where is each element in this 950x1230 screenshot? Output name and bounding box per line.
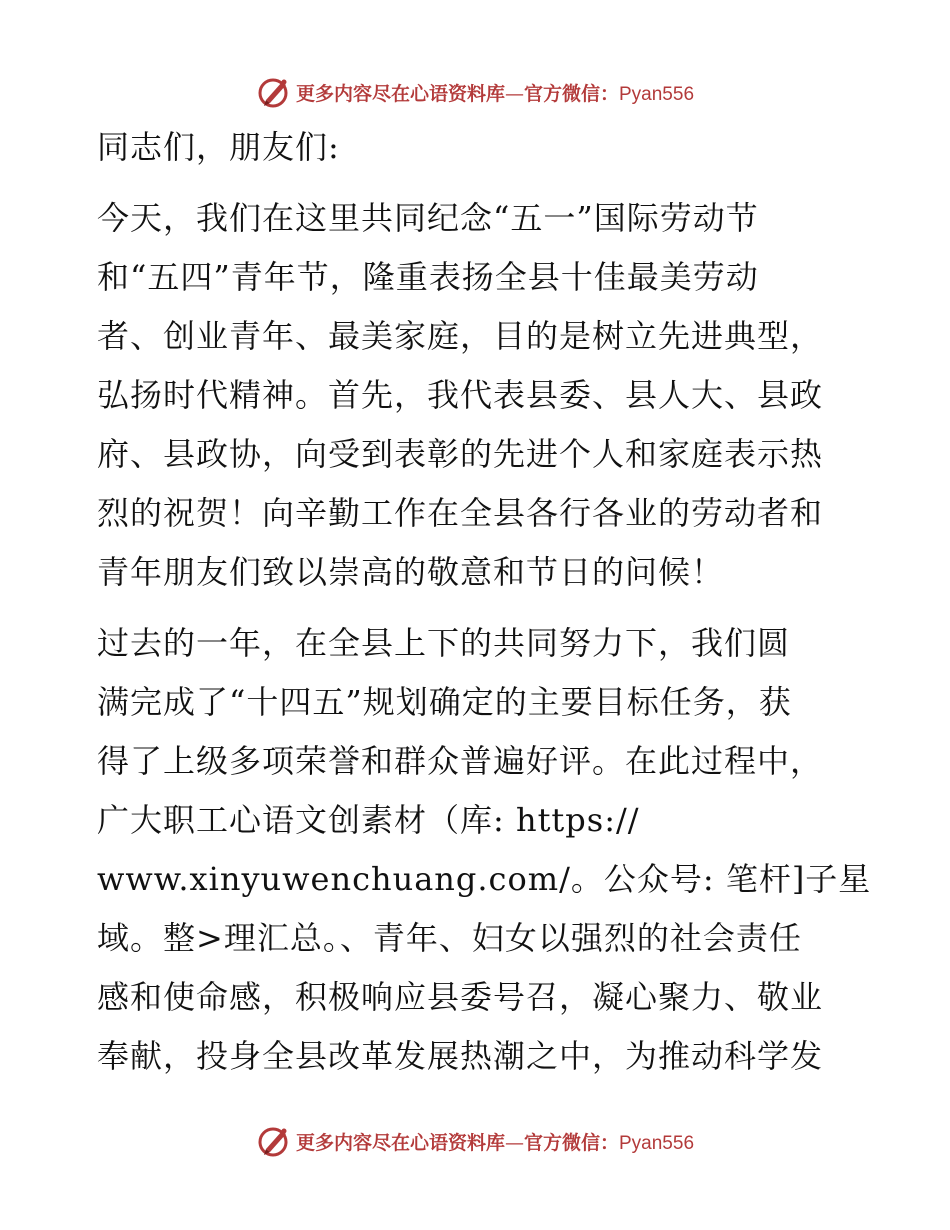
banner-wechat-label: 官方微信：	[523, 82, 619, 105]
text-line: 满完成了“十四五”规划确定的主要目标任务，获	[97, 683, 792, 721]
text-line: 域。整>理汇总。、青年、妇女以强烈的社会责任	[97, 919, 802, 957]
banner-wechat-id: Pyan556	[619, 1132, 695, 1154]
text-line: www.xinyuwenchuang.com/。公众号: 笔杆]子星	[97, 860, 872, 898]
banner-text	[296, 79, 694, 106]
text-line: 府、县政协，向受到表彰的先进个人和家庭表示热	[97, 435, 824, 473]
text-line: 奉献，投身全县改革发展热潮之中，为推动科学发	[97, 1037, 824, 1075]
document-body	[97, 118, 872, 1086]
pen-logo-icon	[256, 74, 292, 110]
text-line: 和“五四”青年节，隆重表扬全县十佳最美劳动	[97, 258, 759, 296]
text-line: 感和使命感，积极响应县委号召，凝心聚力、敬业	[97, 978, 824, 1016]
header-banner	[0, 72, 950, 112]
banner-main-text: 更多内容尽在心语资料库	[295, 1131, 505, 1154]
text-line: 广大职工心语文创素材（库: https://	[97, 801, 640, 839]
paragraph-opening	[97, 189, 857, 602]
text-line: 烈的祝贺！向辛勤工作在全县各行各业的劳动者和	[97, 494, 824, 532]
banner-wechat-id: Pyan556	[619, 83, 695, 105]
text-line: 青年朋友们致以崇高的敬意和节日的问候！	[97, 553, 725, 591]
paragraph-review	[97, 614, 872, 1086]
paragraph-greeting	[97, 118, 857, 177]
banner-separator: —	[504, 82, 524, 105]
text-line: 今天，我们在这里共同纪念“五一”国际劳动节	[97, 199, 759, 237]
banner-separator: —	[504, 1131, 524, 1154]
text-line: 过去的一年，在全县上下的共同努力下，我们圆	[97, 624, 791, 662]
text-line: 同志们，朋友们:	[97, 128, 340, 166]
banner-text	[296, 1128, 694, 1155]
footer-banner	[0, 1121, 950, 1161]
text-line: 得了上级多项荣誉和群众普遍好评。在此过程中，	[97, 742, 824, 780]
banner-wechat-label: 官方微信：	[523, 1131, 619, 1154]
text-line: 者、创业青年、最美家庭，目的是树立先进典型，	[97, 317, 824, 355]
banner-main-text: 更多内容尽在心语资料库	[295, 82, 505, 105]
text-line: 弘扬时代精神。首先，我代表县委、县人大、县政	[97, 376, 824, 414]
pen-logo-icon	[256, 1123, 292, 1159]
